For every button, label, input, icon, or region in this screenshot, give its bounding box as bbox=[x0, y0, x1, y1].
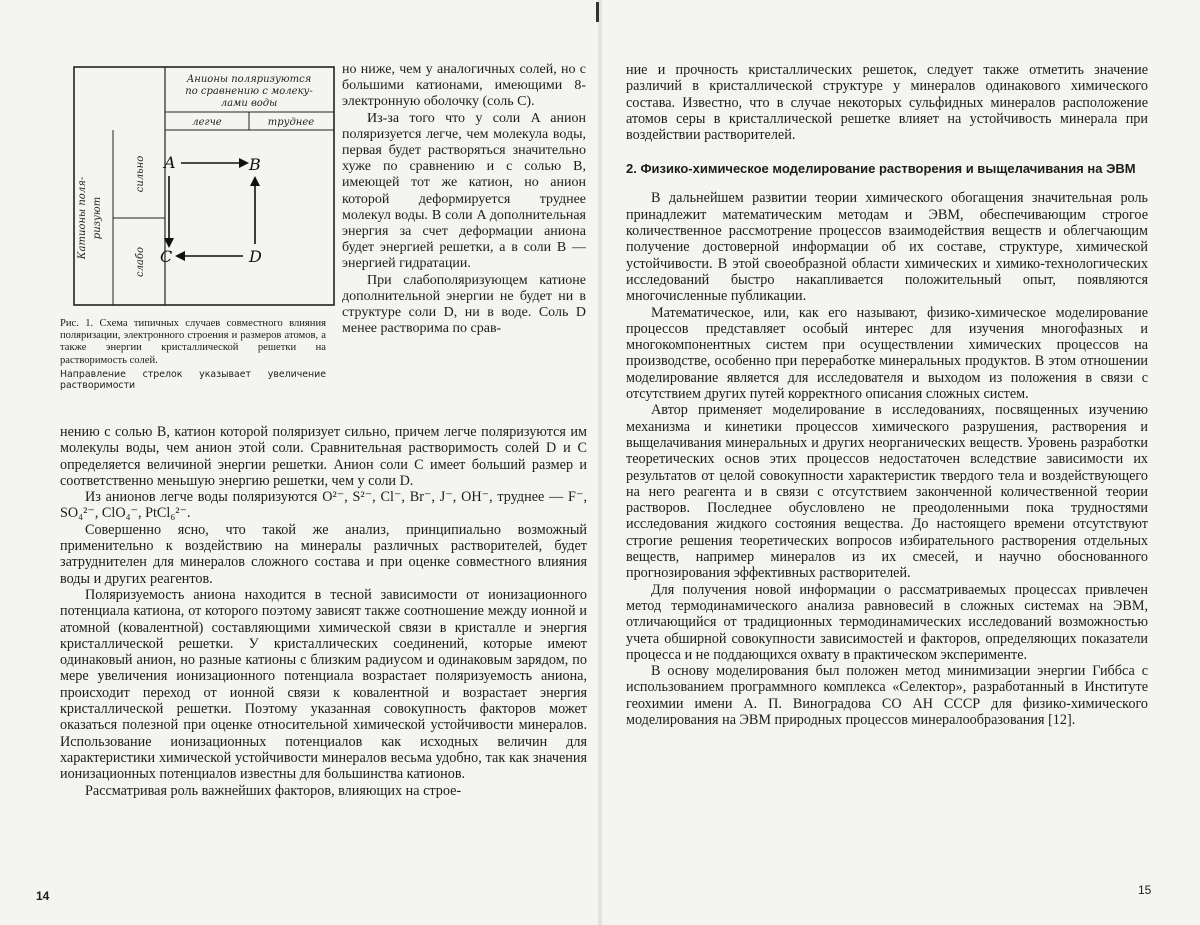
body-paragraph-4: Поляризуемость аниона находится в тесной зависимости от ионизационного потенциала катиона, от которого поэтому зависят также соотношение между ионной и атомной (ковалентной) составляющими химической связи в кристалле и энергия кристаллической решетки. У кристаллических соединений, которые имеют одинаковый анион, но разные катионы с близким радиусом и одинаковым зарядом, по мере увеличения ионизационного потенциала возрастает поляризуемость аниона, происходит переход от ионной связи к ковалентной и возрастает энергия кристаллической решетки. Поэтому указанная совокупность факторов может оказаться полезной при оценке относительной химической устойчивости минералов. Использование ионизационных потенциалов как исходных величин для характеристики химической устойчивости минералов весьма удобно, так как значения ионизационных потенциалов известны для большинства катионов. bbox=[60, 586, 587, 783]
figure-header-line-1: Анионы поляризуются bbox=[186, 74, 312, 85]
body-paragraph-3: Совершенно ясно, что такой же анализ, принципиально возможный применительно к воздействию на минералы различных растворителей, будет затруднителен для минералов сложного состава и при оценке совместного влияния воды и других реагентов. bbox=[60, 521, 587, 587]
column-label-harder: труднее bbox=[267, 117, 315, 128]
page-number-right: 15 bbox=[1138, 883, 1152, 897]
node-d: D bbox=[249, 247, 262, 266]
polarization-diagram bbox=[73, 66, 335, 306]
arrow-a-to-b-head bbox=[239, 158, 249, 168]
node-a: A bbox=[164, 153, 176, 172]
row-label-weak: слабо bbox=[135, 246, 146, 278]
right-paragraph-1: В дальнейшем развитии теории химического обогащения значительная роль принадлежит математическим методам и ЭВМ, обеспечивающим строгое количественное рассмотрение процессов взаимодействия веществ и облегчающим получение достоверной информации об их составе, структуре, химической устойчивости. В этой своеобразной области химических и химико-технологических исследований быстро накапливается положительный опыт, появляются многочисленные публикации. bbox=[626, 190, 1148, 305]
arrow-d-to-c-head bbox=[175, 251, 185, 261]
body-paragraph-2: Из анионов легче воды поляризуются O²⁻, S²⁻, Cl⁻, Br⁻, J⁻, OH⁻, труднее — F⁻, SO₄²⁻, ClO₄⁻, PtCl₆²⁻. bbox=[60, 489, 587, 522]
node-c: C bbox=[160, 247, 173, 266]
narrow-paragraph-3: При слабополяризующем катионе дополнительной энергии не будет ни в структуре соли D, ни в воде. Соль D менее растворима по срав- bbox=[342, 272, 586, 337]
left-body-text bbox=[60, 424, 587, 799]
page-number-left: 14 bbox=[36, 889, 50, 903]
right-paragraph-intro: ние и прочность кристаллических решеток, следует также отметить значение различий в кристаллической структуре у минералов одинакового химического состава. Известно, что в случае некоторых сульфидных минералов расположение атомов серы в кристаллической решетке влияет на устойчивость минерала при воздействии растворителей. bbox=[626, 62, 1148, 144]
right-paragraph-4: Для получения новой информации о рассматриваемых процессах привлечен метод термодинамического анализа равновесий в сложных системах на ЭВМ, отличающийся от традиционных термодинамических исследований возможностью учета обширной совокупности зависимостей и факторов, определяющих показатели процесса и не поддающихся охвату в практическом эксперименте. bbox=[626, 581, 1148, 663]
right-paragraph-5: В основу моделирования был положен метод минимизации энергии Гиббса с использованием программного комплекса «Селектор», разработанный в Институте геохимии имени А. П. Виноградова СО АН СССР для физико-химического моделирования на ЭВМ природных процессов минералообразования [12]. bbox=[626, 663, 1148, 728]
body-paragraph-1: нению с солью B, катион которой поляризует сильно, причем легче поляризуются им молекулы воды, чем анион этой соли. Сравнительная растворимость солей D и C определяется величиной энергии решетки. Анион соли C имеет больший размер и соответственно меньшую энергию решетки, чем у соли D. bbox=[60, 424, 587, 489]
figure-header-line-3: лами воды bbox=[220, 98, 278, 109]
row-header-line-1: Катионы поля- bbox=[77, 176, 88, 260]
figure-header-line-2: по сравнению с молеку- bbox=[185, 86, 313, 97]
caption-text: Рис. 1. Схема типичных случаев совместного влияния поляризации, электронного строения и размеров атомов, а также энергии кристаллической решетки на растворимость солей. bbox=[60, 318, 326, 366]
narrow-column bbox=[342, 62, 586, 337]
arrow-d-to-b-head bbox=[250, 176, 260, 186]
right-column bbox=[626, 62, 1148, 728]
section-heading: 2. Физико-химическое моделирование растворения и выщелачивания на ЭВМ bbox=[626, 161, 1136, 177]
column-label-easier: легче bbox=[192, 117, 222, 128]
caption-note: Направление стрелок указывает увеличение растворимости bbox=[60, 368, 326, 391]
figure-caption bbox=[60, 318, 326, 391]
row-header-line-2: ризуют bbox=[92, 196, 103, 240]
narrow-paragraph-2: Из-за того что у соли A анион поляризуется легче, чем молекула воды, первая будет растворяться значительно хуже по сравнению и с солью B, имеющей тот же катион, но анион которой деформируется труднее молекул воды. В соли A дополнительная энергия за счет деформации аниона будет энергией решетки, а в соли B — энергией гидратации. bbox=[342, 110, 586, 272]
left-page bbox=[0, 0, 598, 925]
narrow-paragraph-1: но ниже, чем у аналогичных солей, но с большими катионами, имеющими 8-электронную оболочку (соль C). bbox=[342, 62, 586, 110]
right-paragraph-3: Автор применяет моделирование в исследованиях, посвященных изучению механизма и кинетики процессов химического разрушения, растворения и выщелачивания минеральных и других неорганических веществ. Уровень разработки теоретических основ этих процессов недостаточен вследствие зависимости их результатов от целой совокупности характеристик твердого тела и воздействующего на него реагента и в связи с отсутствием законченной количественной теории растворов. Последнее обусловлено не преодоленными пока трудностями исследования жидкого состояния вещества. До настоящего времени отсутствуют строгие решения теоретических вопросов избирательного растворения отдельных веществ, например минералов из их смесей, и научно обоснованного прогнозирования эффективных растворителей. bbox=[626, 402, 1148, 582]
book-gutter bbox=[598, 0, 602, 925]
body-paragraph-5: Рассматривая роль важнейших факторов, влияющих на строе- bbox=[85, 782, 462, 799]
row-label-strong: сильно bbox=[135, 155, 146, 193]
node-b: B bbox=[249, 155, 261, 174]
figure-1 bbox=[73, 66, 335, 306]
right-paragraph-2: Математическое, или, как его называют, физико-химическое моделирование процессов представляет особый интерес для изучения многофазных и многокомпонентных систем при осуществлении химических процессов на производстве, особенно при переработке минеральных продуктов. В этом отношении моделирование является для исследователя и выходом из положения в связи с отсутствием других путей корректного описания сложных систем. bbox=[626, 304, 1148, 403]
